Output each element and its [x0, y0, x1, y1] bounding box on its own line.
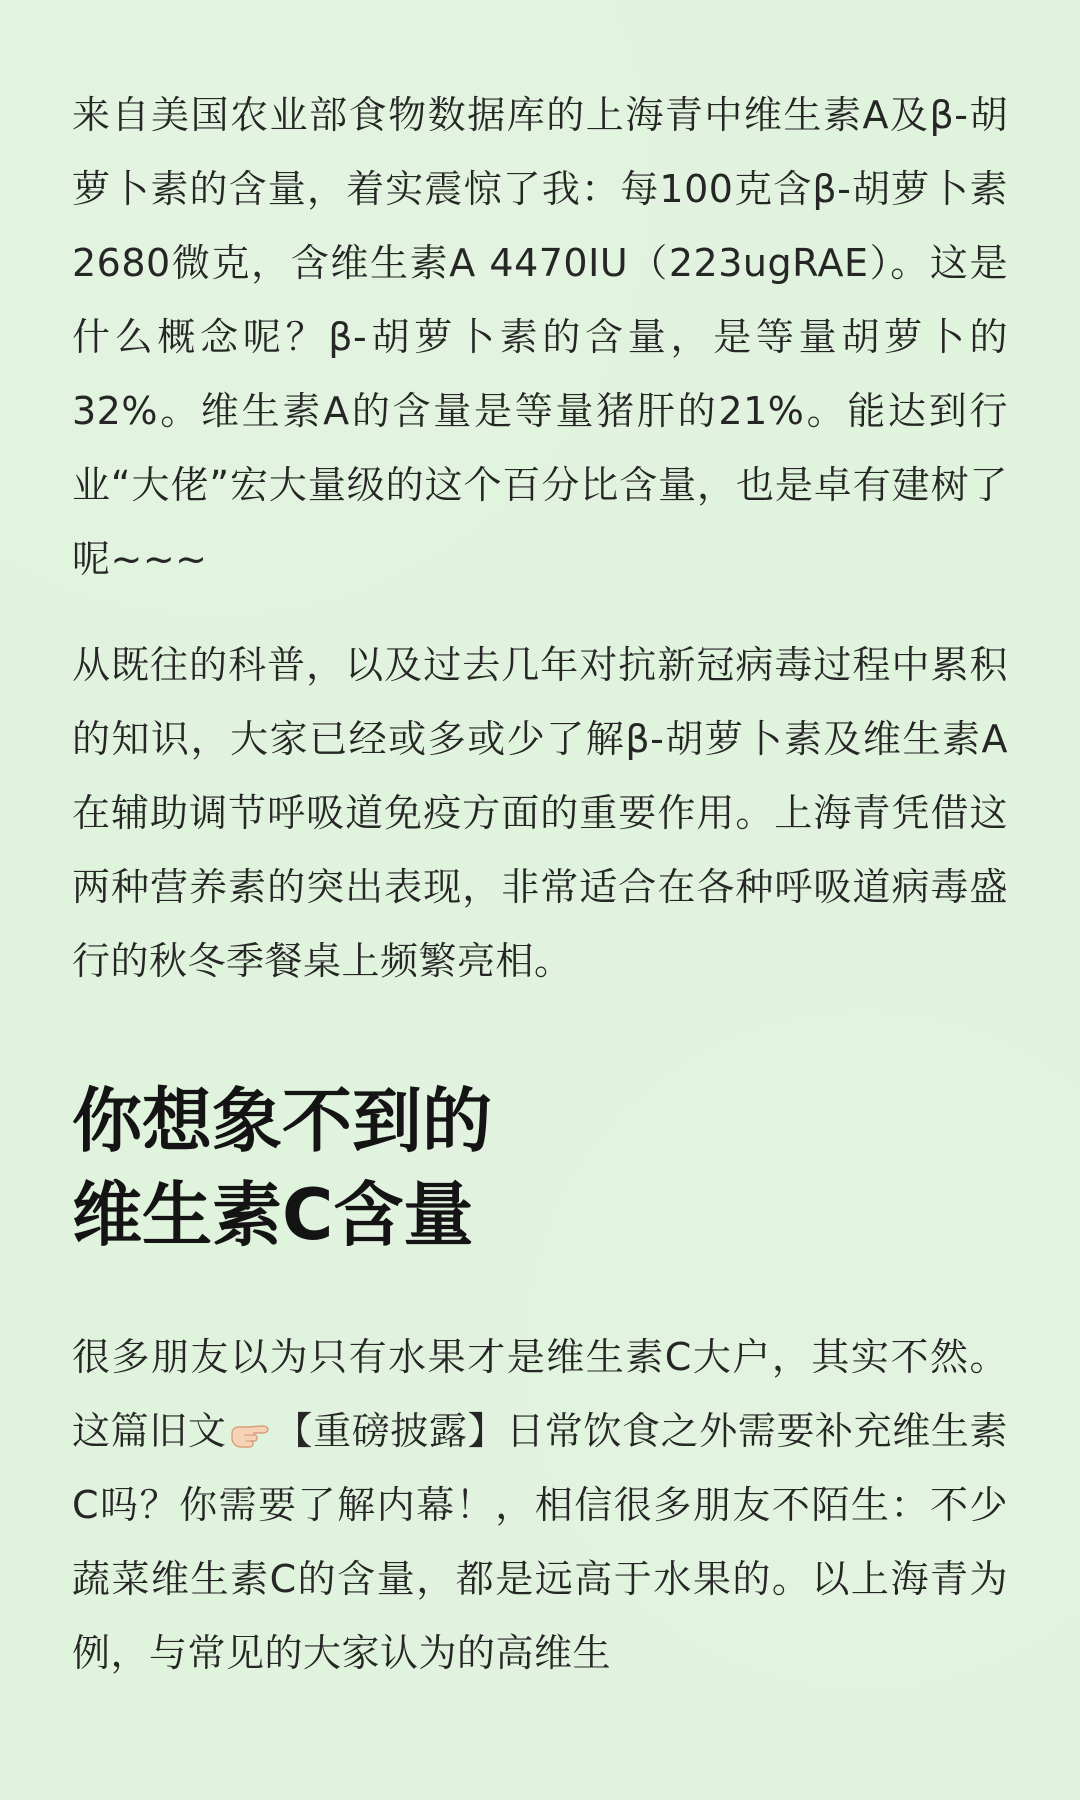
paragraph-3-text-part-1: 很多朋友以为只有水果才是维生素C大户，其实不然。这篇旧文	[72, 1335, 1008, 1453]
section-title-line-1: 你想象不到的	[72, 1080, 492, 1162]
pointing-hand-icon	[228, 1398, 272, 1428]
paragraph-3-text-part-2: 【重磅披露】日常饮食之外需要补充维生素C吗？你需要了解内幕！，相信很多朋友不陌生：不少蔬菜维生素C的含量，都是远高于水果的。以上海青为例，与常见的大家认为的高维生	[72, 1409, 1008, 1675]
article-paragraph-2: 从既往的科普，以及过去几年对抗新冠病毒过程中累积的知识，大家已经或多或少了解β-胡萝卜素及维生素A在辅助调节呼吸道免疫方面的重要作用。上海青凭借这两种营养素的突出表现，非常适合在各种呼吸道病毒盛行的秋冬季餐桌上频繁亮相。	[72, 643, 1008, 983]
section-title	[72, 1074, 1008, 1262]
section-title-line-2: 维生素C含量	[72, 1174, 474, 1256]
article-paragraph-3	[72, 1320, 1008, 1690]
article-paragraph-1: 来自美国农业部食物数据库的上海青中维生素A及β-胡萝卜素的含量，着实震惊了我：每100克含β-胡萝卜素2680微克，含维生素A 4470IU（223ugRAE）。这是什么概念呢？β-胡萝卜素的含量，是等量胡萝卜的32%。维生素A的含量是等量猪肝的21%。能达到行业“大佬”宏大量级的这个百分比含量，也是卓有建树了呢~~~	[72, 93, 1008, 581]
